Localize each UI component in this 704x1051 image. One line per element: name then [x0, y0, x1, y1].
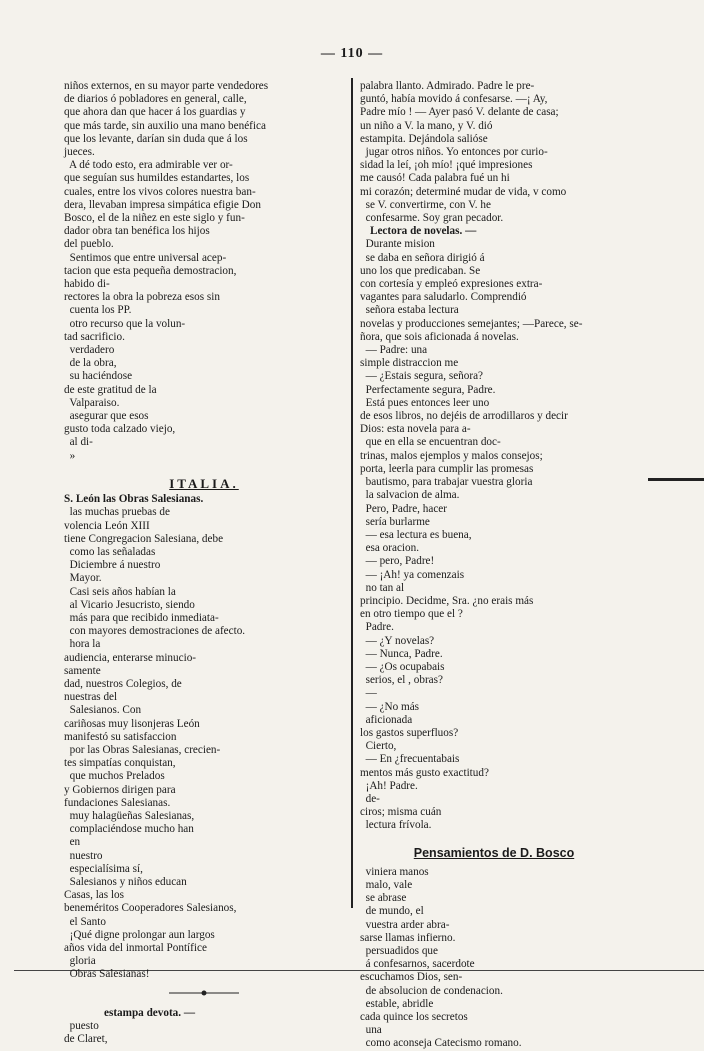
text-line: otro recurso que la volun- [64, 317, 186, 330]
text-line: aficionada [360, 713, 413, 726]
text-line: samente [64, 664, 101, 677]
text-line: de mundo, el [360, 905, 424, 918]
right-column [360, 80, 628, 1051]
text-line: tad sacrificio. [64, 330, 125, 343]
text-line: Padre. [360, 621, 394, 634]
italia-heading: ITALIA. [169, 475, 239, 491]
text-line: su haciéndose [64, 370, 133, 383]
text-line: tiene Congregacion Salesiana, debe [64, 532, 224, 545]
text-line: no tan al [360, 581, 405, 594]
text-line: beneméritos Cooperadores Salesianos, [64, 902, 237, 915]
text-line: habido di- [64, 278, 110, 291]
right-top-text [360, 80, 628, 225]
text-line: que ahora dan que hacer á los guardias y [64, 106, 246, 119]
estampa-title: estampa devota. — [104, 1006, 196, 1019]
text-line: de diarios ó pobladores en general, calle, [64, 93, 247, 106]
text-line: bautismo, para trabajar vuestra gloria [360, 476, 533, 489]
text-line: Está pues entonces leer uno [360, 396, 490, 409]
text-line: ñora, que sois aficionada á novelas. [360, 330, 519, 343]
text-line: ¡Qué digne prolongar aun largos [64, 928, 215, 941]
estampa-text [64, 1020, 344, 1046]
page-number: — 110 — [320, 46, 384, 61]
text-line: dador obra tan benéfica los hijos [64, 225, 210, 238]
text-line: puesto [64, 1020, 99, 1033]
text-line: cuenta los PP. [64, 304, 132, 317]
text-line: las muchas pruebas de [64, 506, 170, 519]
text-line: Diciembre á nuestro [64, 559, 161, 572]
text-line: complaciéndose mucho han [64, 823, 194, 836]
text-line: manifestó su satisfaccion [64, 730, 177, 743]
text-line: al Vicario Jesucristo, siendo [64, 598, 195, 611]
text-line: — Nunca, Padre. [360, 647, 443, 660]
text-line: niños externos, en su mayor parte vendedores [64, 80, 269, 92]
text-line: — esa lectura es buena, [360, 528, 472, 541]
text-line: Salesianos. Con [64, 704, 142, 717]
text-line: fundaciones Salesianas. [64, 796, 171, 809]
text-line: — ¿Estais segura, señora? [360, 370, 484, 383]
text-line: principio. Decidme, Sra. ¿no erais más [360, 594, 534, 607]
text-line: escuchamos Dios, sen- [360, 971, 463, 984]
text-line: porta, leerla para cumplir las promesas [360, 462, 534, 475]
text-line: señora estaba lectura [360, 304, 459, 317]
text-line: sarse llamas infierno. [360, 931, 456, 944]
text-line: jueces. [64, 146, 95, 159]
italia-subheading: S. León las Obras Salesianas. [64, 493, 204, 506]
text-line: de Claret, [64, 1033, 108, 1046]
text-line: Durante mision [360, 238, 435, 251]
text-line: mi corazón; determiné mudar de vida, v como [360, 185, 567, 198]
text-line: gusto toda calzado viejo, [64, 423, 176, 436]
text-line: lectura frívola. [360, 819, 432, 832]
text-line: que seguían sus humildes estandartes, los [64, 172, 250, 185]
text-line: — ¿Y novelas? [360, 634, 435, 647]
text-line: al di- [64, 436, 93, 449]
text-line: Salesianos y niños educan [64, 875, 187, 888]
text-line: en otro tiempo que el ? [360, 608, 463, 621]
text-line: como aconseja Catecismo romano. [360, 1037, 522, 1050]
text-line: sería burlarme [360, 515, 430, 528]
text-line: se daba en señora dirigió á [360, 251, 485, 264]
text-line: confesarme. Soy gran pecador. [360, 212, 504, 225]
text-line: Perfectamente segura, Padre. [360, 383, 496, 396]
text-line: palabra llanto. Admirado. Padre le pre- [360, 80, 535, 92]
text-line: audiencia, enterarse minucio- [64, 651, 197, 664]
text-line: serios, el , obras? [360, 674, 443, 687]
text-line: nuestras del [64, 691, 118, 704]
text-line: de la obra, [64, 357, 117, 370]
text-line: Padre mío ! — Ayer pasó V. delante de casa; [360, 106, 559, 119]
text-line: verdadero [64, 344, 115, 357]
text-line: de- [360, 792, 380, 805]
left-top-text [64, 80, 344, 463]
text-line: Bosco, el de la niñez en este siglo y fun- [64, 212, 245, 225]
text-line: del pueblo. [64, 238, 114, 251]
text-line: más para que recibido inmediata- [64, 611, 219, 624]
text-line: con cortesía y empleó expresiones extra- [360, 278, 543, 291]
pensamientos-text [360, 866, 628, 1051]
text-line: de absolucion de condenacion. [360, 984, 503, 997]
text-line: » [64, 449, 76, 462]
text-line: cuales, entre los vivos colores nuestra ban- [64, 185, 256, 198]
text-line: cariñosas muy lisonjeras León [64, 717, 200, 730]
italia-text [64, 506, 344, 981]
text-line: esa oracion. [360, 542, 420, 555]
text-line: tacion que esta pequeña demostracion, [64, 264, 237, 277]
text-line: ciros; misma cuán [360, 806, 442, 819]
text-line: especialísima sí, [64, 862, 143, 875]
text-line: Sentimos que entre universal acep- [64, 251, 227, 264]
text-line: se V. convertirme, con V. he [360, 198, 491, 211]
text-line: — En ¿frecuentabais [360, 753, 460, 766]
text-line: — ¿No más [360, 700, 420, 713]
column-divider [351, 78, 353, 908]
text-line: años vida del inmortal Pontífice [64, 942, 207, 954]
left-column [64, 80, 344, 1046]
text-line: Pero, Padre, hacer [360, 502, 447, 515]
text-line: uno los que predicaban. Se [360, 264, 481, 277]
ornament-divider [169, 989, 239, 997]
text-line: novelas y producciones semejantes; —Parece, se- [360, 317, 583, 330]
text-line: el Santo [64, 915, 106, 928]
text-line: cada quince los secretos [360, 1011, 468, 1024]
text-line: á confesarnos, sacerdote [360, 958, 475, 971]
lectora-title: Lectora de novelas. — [370, 225, 477, 238]
text-line: rectores la obra la pobreza esos sin [64, 291, 220, 304]
text-line: se abrase [360, 892, 407, 905]
text-line: simple distraccion me [360, 357, 459, 370]
text-line: Casas, las los [64, 889, 124, 902]
text-line: sidad la leí, ¡oh mío! ¡qué impresiones [360, 159, 533, 172]
text-line: los gastos superfluos? [360, 726, 459, 739]
text-line: — ¿Os ocupabais [360, 660, 445, 673]
text-line: asegurar que esos [64, 410, 149, 423]
text-line: Mayor. [64, 572, 102, 585]
text-line: Dios: esta novela para a- [360, 423, 471, 436]
lectora-text [360, 238, 628, 832]
text-line: una [360, 1024, 382, 1037]
text-line: de este gratitud de la [64, 383, 157, 396]
text-line: que muchos Prelados [64, 770, 165, 783]
margin-mark [648, 478, 704, 481]
text-line: la salvacion de alma. [360, 489, 460, 502]
text-line: estampita. Dejándola salióse [360, 132, 488, 145]
text-line: estable, abridle [360, 997, 434, 1010]
text-line: me causó! Cada palabra fué un hi [360, 172, 510, 185]
text-line: ¡Ah! Padre. [360, 779, 418, 792]
text-line: — [360, 687, 377, 700]
text-line: — pero, Padre! [360, 555, 435, 568]
text-line: con mayores demostraciones de afecto. [64, 625, 246, 638]
text-line: volencia León XIII [64, 519, 150, 532]
text-line: vuestra arder abra- [360, 918, 450, 931]
text-line: trinas, malos ejemplos y malos consejos; [360, 449, 543, 462]
text-line: tes simpatías conquistan, [64, 757, 176, 770]
text-line: un niño a V. la mano, y V. dió [360, 119, 493, 132]
text-line: — Padre: una [360, 344, 428, 357]
text-line: viniera manos [360, 865, 429, 878]
text-line: hora la [64, 638, 101, 651]
text-line: A dé todo esto, era admirable ver or- [64, 159, 233, 172]
text-line: y Gobiernos dirigen para [64, 783, 176, 796]
text-line: dad, nuestros Colegios, de [64, 677, 182, 690]
section-ornament [64, 988, 344, 1001]
text-line: Valparaiso. [64, 396, 120, 409]
text-line: jugar otros niños. Yo entonces por curio- [360, 146, 548, 159]
text-line: Casi seis años habían la [64, 585, 176, 598]
text-line: persuadidos que [360, 945, 438, 957]
text-line: que en ella se encuentran doc- [360, 436, 501, 449]
pensamientos-title: Pensamientos de D. Bosco [413, 845, 575, 860]
text-line: muy halagüeñas Salesianas, [64, 809, 195, 822]
text-line: Cierto, [360, 740, 397, 753]
text-line: que los levante, darían sin duda que á los [64, 132, 248, 145]
text-line: que más tarde, sin auxilio una mano benéfica [64, 119, 266, 132]
text-line: por las Obras Salesianas, crecien- [64, 743, 221, 756]
text-line: vagantes para saludarlo. Comprendió [360, 291, 527, 304]
text-line: en [64, 836, 81, 849]
text-line: gloria [64, 955, 96, 968]
text-line: mentos más gusto exactitud? [360, 766, 489, 779]
text-line: dera, llevaban impresa simpática efigie Don [64, 198, 261, 211]
text-line: nuestro [64, 849, 103, 862]
text-line: guntó, había movido á confesarse. —¡ Ay, [360, 93, 548, 106]
text-line: — ¡Ah! ya comenzais [360, 568, 465, 581]
text-line: de esos libros, no dejéis de arrodillaros y decir [360, 410, 568, 423]
text-line: como las señaladas [64, 545, 156, 558]
text-line: Obras Salesianas! [64, 968, 150, 981]
text-line: malo, vale [360, 878, 413, 891]
